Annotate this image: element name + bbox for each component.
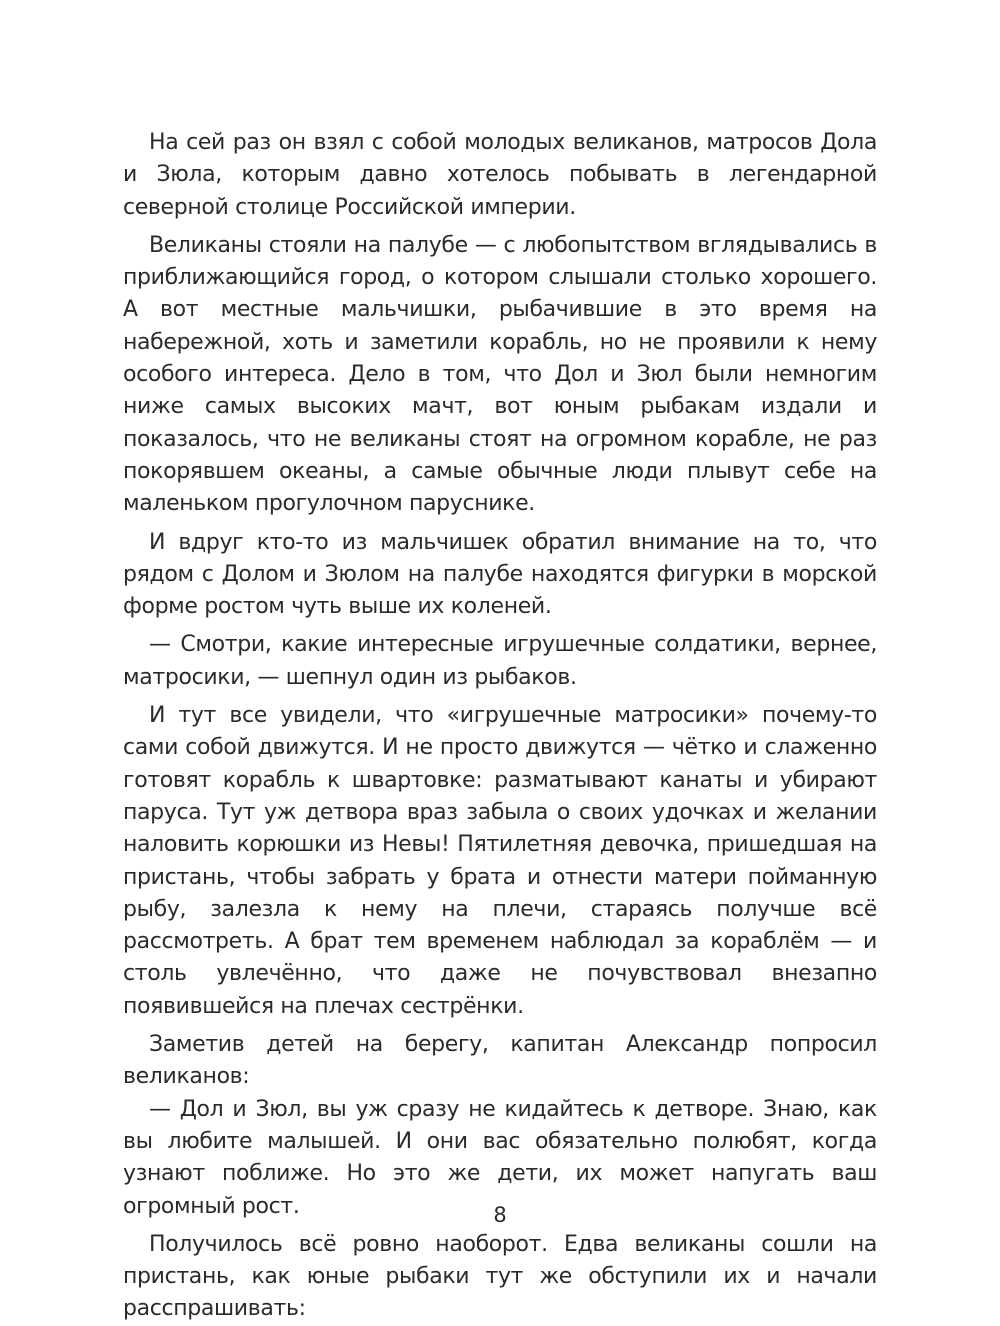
paragraph-5: И тут все увидели, что «игрушечные матросики» почему-то сами собой движутся. И не просто движутся — чётко и слаженно готовят корабль к швартовке: разматывают канаты и убирают паруса. Тут уж детвора враз забыла о своих удочках и желании наловить корюшки из Невы! Пятилетняя девочка, пришедшая на пристань, чтобы забрать у брата и отнести матери пойманную рыбу, залезла к нему на плечи, стараясь получше всё рассмотреть. А брат тем временем наблюдал за кораблём — и столь увлечённо, что даже не почувствовал внезапно появившейся на плечах сестрёнки. <box>123 703 877 1019</box>
paragraph-8: Получилось всё ровно наоборот. Едва великаны сошли на пристань, как юные рыбаки тут же обступили их и начали расспрашивать: <box>123 1231 877 1322</box>
body-text <box>123 127 877 1326</box>
paragraph-4: — Смотри, какие интересные игрушечные солдатики, вернее, матросики, — шепнул один из рыбаков. <box>123 632 877 690</box>
paragraph-1: На сей раз он взял с собой молодых великанов, матросов Дола и Зюла, которым давно хотелось побывать в легендарной северной столице Российской империи. <box>123 130 877 220</box>
paragraph-2: Великаны стояли на палубе — с любопытством вглядывались в приближающийся город, о котором слышали столько хорошего. А вот местные мальчишки, рыбачившие в это время на набережной, хоть и заметили корабль, но не проявили к нему особого интереса. Дело в том, что Дол и Зюл были немногим ниже самых высоких мачт, вот юным рыбакам издали и показалось, что не великаны стоят на огромном корабле, не раз покорявшем океаны, а самые обычные люди плывут себе на маленьком прогулочном паруснике. <box>123 232 877 517</box>
paragraph-3: И вдруг кто-то из мальчишек обратил внимание на то, что рядом с Долом и Зюлом на палубе находятся фигурки в морской форме ростом чуть выше их коленей. <box>123 529 877 620</box>
paragraph-6: Заметив детей на берегу, капитан Александр попросил великанов: <box>123 1032 877 1090</box>
page-number: 8 <box>493 1203 507 1227</box>
paragraph-7: — Дол и Зюл, вы уж сразу не кидайтесь к детворе. Знаю, как вы любите малышей. И они вас обязательно полюбят, когда узнают поближе. Но это же дети, их может напугать ваш огромный рост. <box>123 1096 877 1219</box>
